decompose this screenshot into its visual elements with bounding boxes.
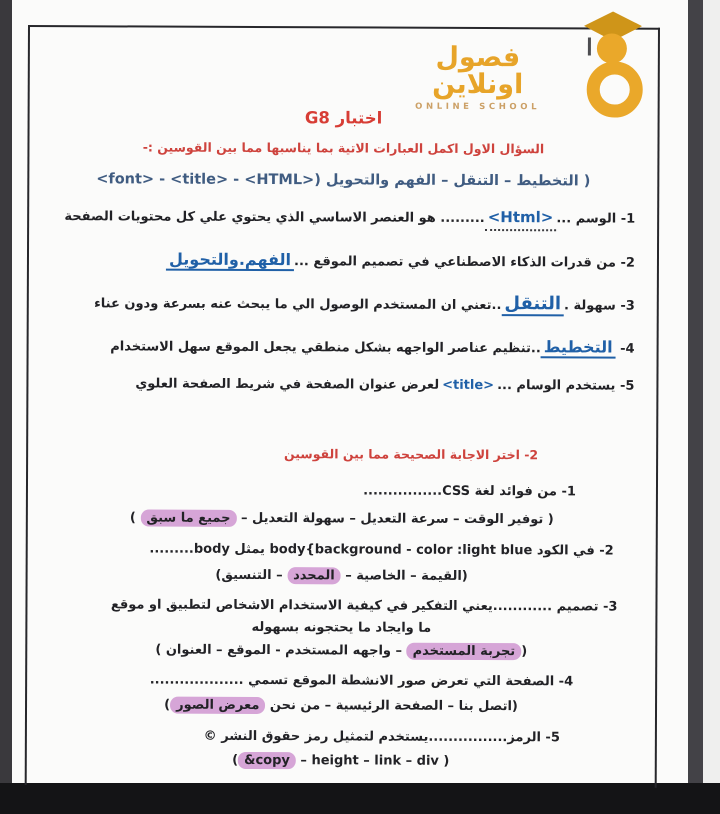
s1-question-4 [29,333,657,360]
s2-question-4: 4- الصفحة التي تعرض صور الانشطة الموقع تسمي ................... [149,672,574,690]
graduation-cap-icon [582,11,644,117]
option-text: (اتصل بنا – الصفحة الرئيسية – من نحن [265,698,518,715]
page-border-frame [25,25,660,788]
section1-heading: السؤال الاول اكمل العبارات الاتية بما يناسبها مما بين القوسين :- [142,139,545,157]
handwritten-answer: <Html> [485,207,557,231]
option-text: ( [521,644,528,660]
s2-question-1: 1- من فوائد لغة CSS................ [363,483,576,500]
option-text: – height – link – div ) [295,753,450,770]
body-ring [587,61,643,117]
s2-options-5 [27,752,655,770]
handwritten-answer: التخطيط [541,337,616,358]
s2-options-4 [27,697,655,715]
handwritten-answer: <title> [442,377,495,393]
school-logo [402,11,673,132]
question-text: لعرض عنوان الصفحة في شريط الصفحة العلوي [135,376,440,393]
s2-question-3: 3- تصميم ............يعني التفكير في كيفية الاستخدام الاشخاص لتطبيق او موقع [110,597,618,615]
highlighted-answer: المحدد [287,567,341,584]
option-text: – واجهه المستخدم - الموقع – العنوان ) [155,642,407,659]
s1-question-5 [28,375,656,397]
s1-question-1 [29,205,657,231]
question-text: 1- الوسم ... [556,211,636,227]
highlighted-answer: معرض الصور [170,697,265,714]
word-bank-tags: <font> - <title> - <HTML>) [96,171,321,189]
option-text: (القيمة – الخاصية – [340,568,468,584]
head-circle [597,33,627,63]
s2-question-5: 5- الرمز................يستخدم لتمثيل رمز حقوق النشر © [203,728,560,746]
option-text: ) [164,697,171,713]
s1-question-2 [29,247,657,274]
question-text: 2- من قدرات الذكاء الاصطناعي في تصميم الموقع ... [294,253,636,271]
s1-question-3 [29,289,657,318]
handwritten-answer: الفهم.والتحويل [166,249,294,271]
exam-title: اختبار G8 [304,108,383,128]
s2-options-2 [28,567,656,585]
question-text: ..تعني ان المستخدم الوصول الي ما يبحث عنه بسرعة ودون عناء [94,295,502,313]
highlighted-answer: تجربة المستخدم [407,643,522,661]
photo-edge-bottom [0,783,720,814]
school-name-arabic: فصول اونلاين [432,41,524,101]
question-text: 4- [615,341,635,357]
highlighted-answer: &copy [238,752,296,769]
s2-question-2: 2- في الكود body{background - color :light blue يمثل body......... [149,541,614,559]
school-logo-text [402,41,554,113]
s2-options-1 [28,510,656,528]
question-text: 3- سهولة . [564,297,635,314]
option-text: ( توفير الوقت – سرعة التعديل – سهولة التعديل – [236,510,554,527]
question-text: ......... هو العنصر الاساسي الذي يحتوي علي كل محتويات الصفحة [64,209,485,226]
section1-word-bank [29,171,657,190]
option-text: ) [129,510,141,526]
s2-question-3-line2: ما وايجاد ما يحتجونه بسهوله [251,619,432,636]
section2-heading: 2- اختر الاجابة الصحيحة مما بين القوسين [284,446,539,463]
question-text: 5- يستخدم الوسام ... [497,377,635,394]
option-text: – التنسيق) [215,567,288,583]
option-text: ( [232,753,239,769]
photo-edge-right-light [703,0,720,783]
s2-options-3 [27,642,655,660]
question-text: ..تنظيم عناصر الواجهه بشكل منطقي يجعل الموقع سهل الاستخدام [110,339,541,356]
handwritten-answer: التنقل [501,293,564,316]
highlighted-answer: جميع ما سبق [140,509,236,526]
tassel-shape [588,37,591,55]
word-bank-arabic: ( التخطيط – التنقل – الفهم والتحويل [325,172,591,190]
school-name-english: ONLINE SCHOOL [415,101,541,113]
